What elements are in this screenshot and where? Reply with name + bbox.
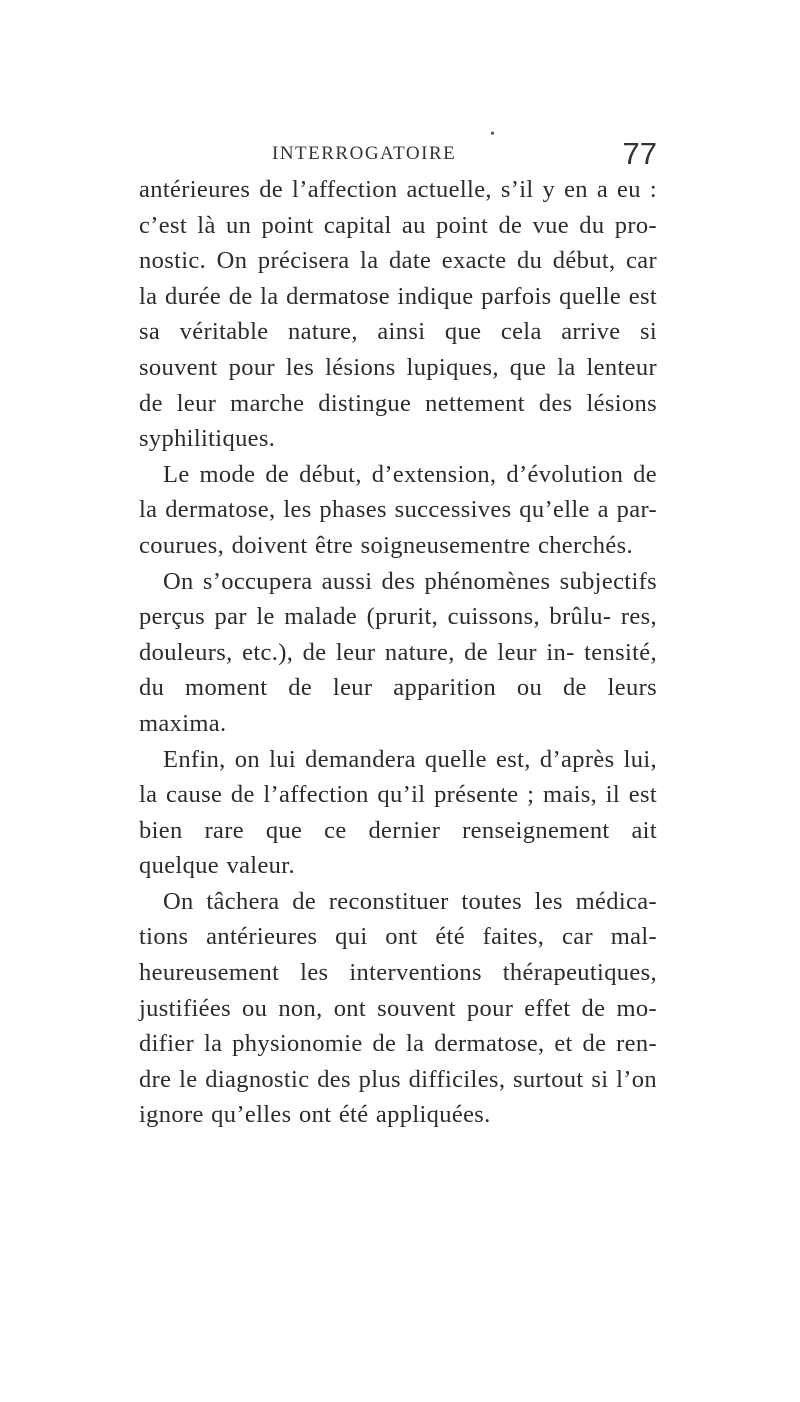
paragraph-continuation: antérieures de l’affection actuelle, s’il y en a eu : c’est là un point capital au point de vue du pro- nostic. On précisera la date exacte du début, car la durée de la dermatose indique parfois quelle est sa véritable nature, ainsi que cela arrive si souvent pour les lésions lupiques, que la lenteur de leur marche distingue nettement des lésions syphilitiques. — [139, 176, 657, 453]
running-head: INTERROGATOIRE — [272, 143, 457, 164]
paragraph-cause: Enfin, on lui demandera quelle est, d’après lui, la cause de l’affection qu’il présente ; mais, il est bien rare que ce dernier renseignement ait quelque valeur. — [139, 745, 657, 880]
header-mark: • — [490, 127, 495, 142]
paragraph-mode-de-debut: Le mode de début, d’extension, d’évolution de la dermatose, les phases successives qu’elle a par- courues, doivent être soigneusementre cherchés. — [139, 460, 657, 559]
paragraph-medications: On tâchera de reconstituer toutes les médica- tions antérieures qui ont été faites, car mal- heureusement les interventions thérapeutiques, justifiées ou non, ont souvent pour effet de mo- difier la physionomie de la dermatose, et de ren- dre le diagnostic des plus difficiles, surtout si l’on ignore qu’elles ont été appliquées. — [139, 887, 657, 1129]
page-number: 77 — [622, 136, 657, 171]
page-header — [272, 128, 657, 176]
body-text — [139, 172, 657, 1133]
paragraph-phenomenes-subjectifs: On s’occupera aussi des phénomènes subjectifs perçus par le malade (prurit, cuissons, brûlu- res, douleurs, etc.), de leur nature, de leur in- tensité, du moment de leur apparition ou de leurs maxima. — [139, 567, 657, 737]
